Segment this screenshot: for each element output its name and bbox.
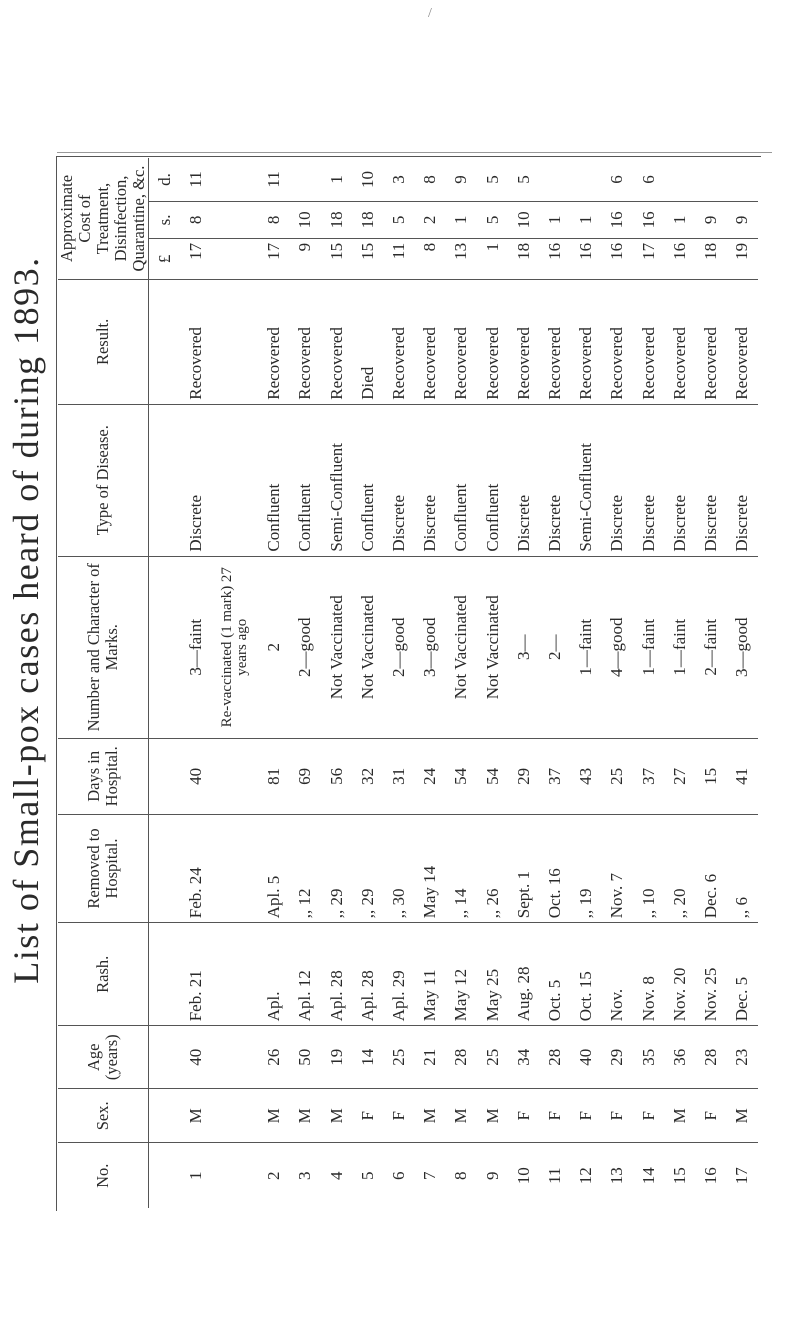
table-row <box>539 158 570 1208</box>
header-result: Result. <box>58 280 149 405</box>
table-row <box>695 158 726 1208</box>
cell-result: Recovered <box>477 280 508 405</box>
cell-shillings: 2 <box>415 201 446 238</box>
cell-shillings: 1 <box>571 201 602 238</box>
cell-pounds: 17 <box>180 238 211 279</box>
cell-pounds: 13 <box>446 238 477 279</box>
cell-removed: ,, 30 <box>383 814 414 922</box>
cell-age: 28 <box>539 1026 570 1089</box>
cell-rash: Apl. 28 <box>321 923 352 1026</box>
unit-spacer <box>149 738 181 814</box>
cell-rash: Nov. 20 <box>664 923 695 1026</box>
cell-no: 9 <box>477 1143 508 1208</box>
cell-pounds: 16 <box>539 238 570 279</box>
cell-shillings: 1 <box>539 201 570 238</box>
cell-sex: F <box>352 1089 383 1143</box>
cell-result: Recovered <box>539 280 570 405</box>
cell-days: 32 <box>352 738 383 814</box>
cell-days: 69 <box>290 738 321 814</box>
header-age: Age (years) <box>58 1026 149 1089</box>
cell-days: 54 <box>477 738 508 814</box>
cell-pence: 10 <box>357 170 377 188</box>
cell-days: 40 <box>180 738 211 814</box>
header-sex: Sex. <box>58 1089 149 1143</box>
cell-removed: May 14 <box>415 814 446 922</box>
cell-shillings: 18 <box>321 201 352 238</box>
table-row <box>477 158 508 1208</box>
cell-result: Recovered <box>571 280 602 405</box>
cell-result: Recovered <box>290 280 321 405</box>
cell-sex: M <box>259 1089 290 1143</box>
header-no: No. <box>58 1143 149 1208</box>
cell-shillings: 8 <box>180 201 211 238</box>
cell-days <box>212 738 259 814</box>
unit-spacer <box>149 404 181 556</box>
cell-days: 37 <box>539 738 570 814</box>
cell-age: 29 <box>602 1026 633 1089</box>
cell-shillings: 5 <box>477 201 508 238</box>
cell-shillings: 18 <box>352 201 383 238</box>
cell-marks: 3—faint <box>180 556 211 738</box>
cell-days: 29 <box>508 738 539 814</box>
cell-type: Confluent <box>446 404 477 556</box>
cell-rash: Dec. 5 <box>727 923 758 1026</box>
cell-pence: 5 <box>513 175 533 184</box>
cell-shillings: 5 <box>383 201 414 238</box>
cell-pounds: 17 <box>259 238 290 279</box>
cell-removed: ,, 19 <box>571 814 602 922</box>
cell-removed <box>212 814 259 922</box>
cell-removed: Nov. 7 <box>602 814 633 922</box>
cell-days: 41 <box>727 738 758 814</box>
cell-rash: Apl. 12 <box>290 923 321 1026</box>
cell-no: 10 <box>508 1143 539 1208</box>
cell-age: 28 <box>446 1026 477 1089</box>
cell-result: Recovered <box>508 280 539 405</box>
cell-sex: F <box>539 1089 570 1143</box>
cell-marks: 4—good <box>602 556 633 738</box>
table-row <box>321 158 352 1208</box>
cell-sex <box>212 1089 259 1143</box>
cell-pence <box>727 158 758 201</box>
cell-marks: Re-vaccinated (1 mark) 27 years ago <box>212 556 259 738</box>
cell-no: 3 <box>290 1143 321 1208</box>
cell-pence: 9 <box>451 175 471 184</box>
cell-no: 14 <box>633 1143 664 1208</box>
top-rule <box>57 152 772 153</box>
cell-result: Died <box>352 280 383 405</box>
cell-no: 8 <box>446 1143 477 1208</box>
cell-marks: 2—faint <box>695 556 726 738</box>
cell-shillings: 9 <box>727 201 758 238</box>
cell-pounds: 16 <box>664 238 695 279</box>
page-mark: / <box>428 6 432 21</box>
table-body <box>149 158 759 1208</box>
cell-sex: M <box>446 1089 477 1143</box>
cell-pence <box>539 158 570 201</box>
cell-days: 43 <box>571 738 602 814</box>
cell-rash: Nov. 25 <box>695 923 726 1026</box>
cell-marks: Not Vaccinated <box>352 556 383 738</box>
cell-type: Confluent <box>352 404 383 556</box>
cell-sex: F <box>633 1089 664 1143</box>
cell-rash: May 12 <box>446 923 477 1026</box>
cell-result: Recovered <box>695 280 726 405</box>
cell-type: Confluent <box>477 404 508 556</box>
cell-pounds: 8 <box>415 238 446 279</box>
cell-pence: 6 <box>638 175 658 184</box>
cell-days: 15 <box>695 738 726 814</box>
cell-rash: Apl. 29 <box>383 923 414 1026</box>
cell-result: Recovered <box>259 280 290 405</box>
cell-no: 11 <box>539 1143 570 1208</box>
cell-sex: F <box>602 1089 633 1143</box>
units-row <box>149 158 181 1208</box>
cell-no: 15 <box>664 1143 695 1208</box>
cell-shillings: 9 <box>695 201 726 238</box>
cell-marks: 2—good <box>290 556 321 738</box>
cell-no: 6 <box>383 1143 414 1208</box>
unit-spacer <box>149 1089 181 1143</box>
cell-rash: Feb. 21 <box>180 923 211 1026</box>
cell-sex: M <box>180 1089 211 1143</box>
cell-age: 40 <box>180 1026 211 1089</box>
unit-pence: d. <box>154 173 174 186</box>
cell-no: 2 <box>259 1143 290 1208</box>
cell-pence: 5 <box>482 175 502 184</box>
cell-type: Discrete <box>602 404 633 556</box>
cell-sex: M <box>477 1089 508 1143</box>
cell-sex: M <box>321 1089 352 1143</box>
cell-removed: ,, 6 <box>727 814 758 922</box>
cell-pence <box>695 158 726 201</box>
cell-shillings <box>212 201 259 238</box>
cell-rash: Apl. <box>259 923 290 1026</box>
cell-pence <box>571 158 602 201</box>
cell-no: 5 <box>352 1143 383 1208</box>
cell-age: 25 <box>477 1026 508 1089</box>
table-row <box>290 158 321 1208</box>
cell-type: Confluent <box>259 404 290 556</box>
cell-type: Discrete <box>383 404 414 556</box>
cell-days: 81 <box>259 738 290 814</box>
cell-result: Recovered <box>446 280 477 405</box>
table-row <box>352 158 383 1208</box>
cell-result: Recovered <box>321 280 352 405</box>
cell-pounds: 16 <box>571 238 602 279</box>
unit-spacer <box>149 923 181 1026</box>
cell-type: Discrete <box>727 404 758 556</box>
header-rash: Rash. <box>58 923 149 1026</box>
cell-days: 24 <box>415 738 446 814</box>
cell-rash: Nov. <box>602 923 633 1026</box>
cell-age <box>212 1026 259 1089</box>
cell-type: Discrete <box>695 404 726 556</box>
table-row <box>633 158 664 1208</box>
cell-sex: M <box>415 1089 446 1143</box>
smallpox-table <box>58 158 758 1208</box>
cell-marks: 2— <box>539 556 570 738</box>
cell-pence <box>664 158 695 201</box>
cell-type: Discrete <box>539 404 570 556</box>
cell-marks: 2—good <box>383 556 414 738</box>
cell-marks: Not Vaccinated <box>477 556 508 738</box>
cell-days: 31 <box>383 738 414 814</box>
cell-days: 56 <box>321 738 352 814</box>
table-row <box>571 158 602 1208</box>
cases-table <box>58 158 758 1208</box>
cell-pence: 8 <box>420 175 440 184</box>
cell-sex: F <box>383 1089 414 1143</box>
cell-no <box>212 1143 259 1208</box>
cell-result: Recovered <box>180 280 211 405</box>
cell-age: 26 <box>259 1026 290 1089</box>
cell-pounds: 17 <box>633 238 664 279</box>
cell-age: 40 <box>571 1026 602 1089</box>
cell-marks: 1—faint <box>664 556 695 738</box>
cell-shillings: 16 <box>602 201 633 238</box>
cell-removed: ,, 14 <box>446 814 477 922</box>
cell-age: 14 <box>352 1026 383 1089</box>
cell-rash: Oct. 5 <box>539 923 570 1026</box>
cell-pounds: 19 <box>727 238 758 279</box>
cell-age: 34 <box>508 1026 539 1089</box>
cell-type: Discrete <box>508 404 539 556</box>
cell-marks: 3—good <box>415 556 446 738</box>
table-row <box>446 158 477 1208</box>
cell-no: 13 <box>602 1143 633 1208</box>
unit-spacer <box>149 280 181 405</box>
cell-removed: Sept. 1 <box>508 814 539 922</box>
cell-shillings: 16 <box>633 201 664 238</box>
cell-no: 17 <box>727 1143 758 1208</box>
cell-removed: ,, 20 <box>664 814 695 922</box>
cell-result: Recovered <box>602 280 633 405</box>
unit-spacer <box>149 814 181 922</box>
cell-marks: Not Vaccinated <box>446 556 477 738</box>
cell-sex: F <box>571 1089 602 1143</box>
cell-removed: Oct. 16 <box>539 814 570 922</box>
table-row <box>383 158 414 1208</box>
cell-pounds: 15 <box>321 238 352 279</box>
cell-no: 12 <box>571 1143 602 1208</box>
table-row <box>180 158 211 1208</box>
cell-result: Recovered <box>415 280 446 405</box>
table-row <box>664 158 695 1208</box>
cell-rash: Apl. 28 <box>352 923 383 1026</box>
table-row <box>508 158 539 1208</box>
cell-result <box>212 280 259 405</box>
cell-type: Discrete <box>180 404 211 556</box>
unit-spacer <box>149 556 181 738</box>
cell-type: Semi-Confluent <box>571 404 602 556</box>
cell-no: 1 <box>180 1143 211 1208</box>
cell-rash <box>212 923 259 1026</box>
cell-sex: M <box>664 1089 695 1143</box>
cell-no: 16 <box>695 1143 726 1208</box>
unit-pounds: £ <box>149 238 181 279</box>
cell-sex: M <box>727 1089 758 1143</box>
cell-type: Discrete <box>633 404 664 556</box>
unit-spacer <box>149 1026 181 1089</box>
cell-removed: ,, 29 <box>352 814 383 922</box>
cell-pence: 6 <box>607 175 627 184</box>
cell-pounds: 16 <box>602 238 633 279</box>
cell-age: 25 <box>383 1026 414 1089</box>
cell-shillings: 8 <box>259 201 290 238</box>
cell-type: Confluent <box>290 404 321 556</box>
table-row <box>212 158 259 1208</box>
cell-pence: 11 <box>264 171 284 188</box>
cell-removed: Apl. 5 <box>259 814 290 922</box>
cell-marks: 1—faint <box>633 556 664 738</box>
cell-marks: 3— <box>508 556 539 738</box>
cell-days: 27 <box>664 738 695 814</box>
cell-marks: 1—faint <box>571 556 602 738</box>
header-days: Days in Hospital. <box>58 738 149 814</box>
cell-pounds <box>212 238 259 279</box>
cell-result: Recovered <box>727 280 758 405</box>
cell-no: 4 <box>321 1143 352 1208</box>
cell-removed: Feb. 24 <box>180 814 211 922</box>
page-title-text: List of Small-pox cases heard of during 1893. <box>6 256 46 984</box>
header-removed: Removed to Hospital. <box>58 814 149 922</box>
cell-age: 35 <box>633 1026 664 1089</box>
cell-shillings: 1 <box>664 201 695 238</box>
table-row <box>602 158 633 1208</box>
header-type: Type of Disease. <box>58 404 149 556</box>
cell-shillings: 10 <box>508 201 539 238</box>
cell-marks: Not Vaccinated <box>321 556 352 738</box>
cell-age: 36 <box>664 1026 695 1089</box>
cell-pence: 1 <box>326 175 346 184</box>
cell-shillings: 1 <box>446 201 477 238</box>
cell-type: Discrete <box>664 404 695 556</box>
cell-pounds: 18 <box>695 238 726 279</box>
cell-type: Discrete <box>415 404 446 556</box>
cell-sex: F <box>508 1089 539 1143</box>
cell-pence: 11 <box>186 171 206 188</box>
cell-removed: ,, 10 <box>633 814 664 922</box>
table-row <box>259 158 290 1208</box>
table-row <box>727 158 758 1208</box>
cell-rash: Aug. 28 <box>508 923 539 1026</box>
table-row <box>415 158 446 1208</box>
cell-pounds: 11 <box>383 238 414 279</box>
cell-pounds: 18 <box>508 238 539 279</box>
cell-rash: May 11 <box>415 923 446 1026</box>
cell-pence: 3 <box>388 175 408 184</box>
cell-rash: May 25 <box>477 923 508 1026</box>
cell-no: 7 <box>415 1143 446 1208</box>
cell-pounds: 1 <box>477 238 508 279</box>
cell-type <box>212 404 259 556</box>
cell-result: Recovered <box>383 280 414 405</box>
cell-pounds: 9 <box>290 238 321 279</box>
cell-sex: M <box>290 1089 321 1143</box>
cell-pence <box>212 158 259 201</box>
cell-age: 28 <box>695 1026 726 1089</box>
cell-marks: 2 <box>259 556 290 738</box>
cell-pence <box>290 158 321 201</box>
header-marks: Number and Character of Marks. <box>58 556 149 738</box>
cell-age: 21 <box>415 1026 446 1089</box>
cell-rash: Oct. 15 <box>571 923 602 1026</box>
cell-removed: ,, 26 <box>477 814 508 922</box>
cell-pounds: 15 <box>352 238 383 279</box>
cell-age: 50 <box>290 1026 321 1089</box>
cell-marks: 3—good <box>727 556 758 738</box>
cell-days: 54 <box>446 738 477 814</box>
cell-sex: F <box>695 1089 726 1143</box>
unit-shillings: s. <box>149 201 181 238</box>
cell-rash: Nov. 8 <box>633 923 664 1026</box>
cell-result: Recovered <box>633 280 664 405</box>
cell-days: 25 <box>602 738 633 814</box>
unit-spacer <box>149 1143 181 1208</box>
cell-age: 19 <box>321 1026 352 1089</box>
cell-shillings: 10 <box>290 201 321 238</box>
cell-days: 37 <box>633 738 664 814</box>
cell-type: Semi-Confluent <box>321 404 352 556</box>
page-title <box>2 150 50 1090</box>
cell-age: 23 <box>727 1026 758 1089</box>
cell-removed: Dec. 6 <box>695 814 726 922</box>
header-cost: Approximate Cost of Treatment, Disinfection, Quarantine, &c. <box>58 158 149 280</box>
cell-removed: ,, 12 <box>290 814 321 922</box>
cell-removed: ,, 29 <box>321 814 352 922</box>
header-row <box>58 158 149 1208</box>
cell-result: Recovered <box>664 280 695 405</box>
